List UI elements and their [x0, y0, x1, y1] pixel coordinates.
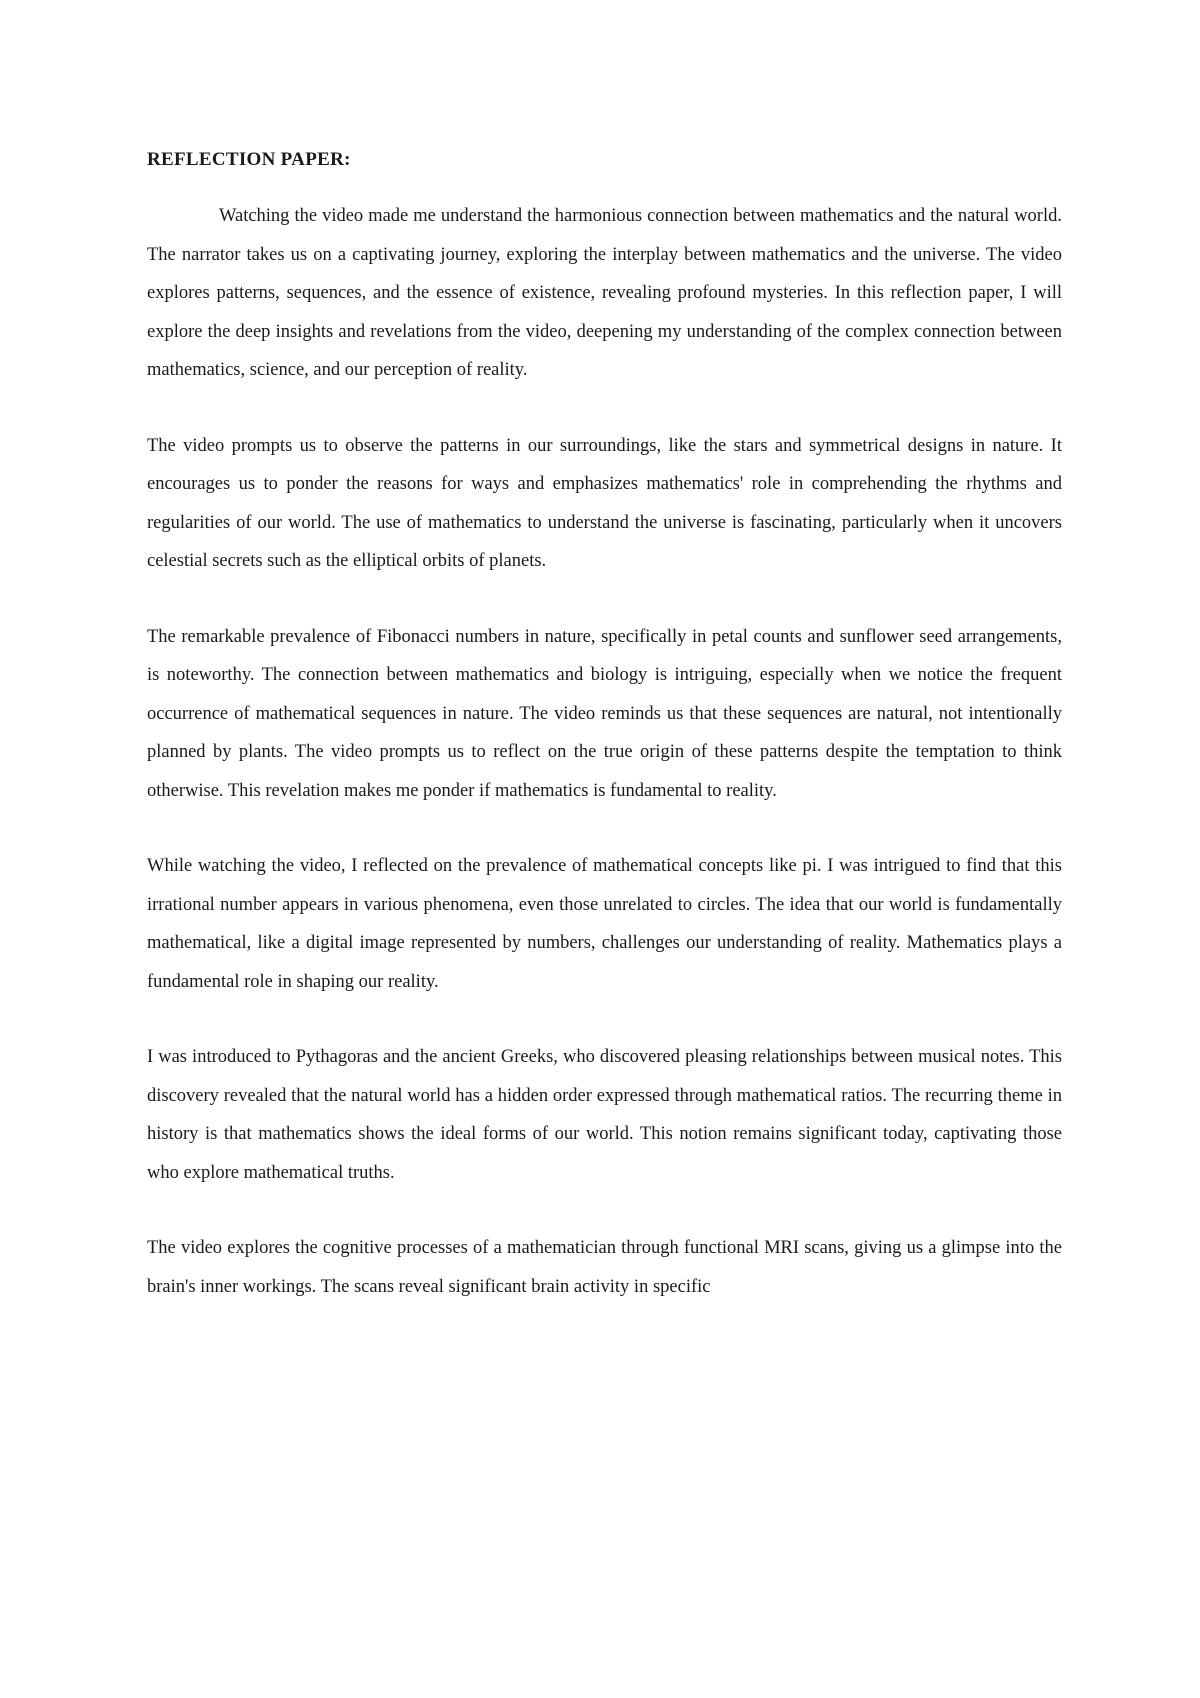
paragraph-intro: Watching the video made me understand the harmonious connection between mathematics and the natural world. The narrator takes us on a captivating journey, exploring the interplay between mathematics and the universe. The video explores patterns, sequences, and the essence of existence, revealing profound mysteries. In this reflection paper, I will explore the deep insights and revelations from the video, deepening my understanding of the complex connection between mathematics, science, and our perception of reality. [147, 206, 1062, 380]
document-body [147, 143, 1062, 1306]
paragraph-patterns: The video prompts us to observe the patterns in our surroundings, like the stars and symmetrical designs in nature. It encourages us to ponder the reasons for ways and emphasizes mathematics' role in comprehending the rhythms and regularities of our world. The use of mathematics to understand the universe is fascinating, particularly when it uncovers celestial secrets such as the elliptical orbits of planets. [147, 435, 1062, 571]
paragraph-mri: The video explores the cognitive processes of a mathematician through functional MRI scans, giving us a glimpse into the brain's inner workings. The scans reveal significant brain activity in specific [147, 1238, 1062, 1297]
paragraph-pythagoras: I was introduced to Pythagoras and the ancient Greeks, who discovered pleasing relationships between musical notes. This discovery revealed that the natural world has a hidden order expressed through mathematical ratios. The recurring theme in history is that mathematics shows the ideal forms of our world. This notion remains significant today, captivating those who explore mathematical truths. [147, 1047, 1062, 1183]
paragraph-fibonacci: The remarkable prevalence of Fibonacci numbers in nature, specifically in petal counts and sunflower seed arrangements, is noteworthy. The connection between mathematics and biology is intriguing, especially when we notice the frequent occurrence of mathematical sequences in nature. The video reminds us that these sequences are natural, not intentionally planned by plants. The video prompts us to reflect on the true origin of these patterns despite the temptation to think otherwise. This revelation makes me ponder if mathematics is fundamental to reality. [147, 626, 1062, 801]
paragraph-pi: While watching the video, I reflected on the prevalence of mathematical concepts like pi. I was intrigued to find that this irrational number appears in various phenomena, even those unrelated to circles. The idea that our world is fundamentally mathematical, like a digital image represented by numbers, challenges our understanding of reality. Mathematics plays a fundamental role in shaping our reality. [147, 856, 1062, 992]
document-title: REFLECTION PAPER: [147, 149, 351, 170]
